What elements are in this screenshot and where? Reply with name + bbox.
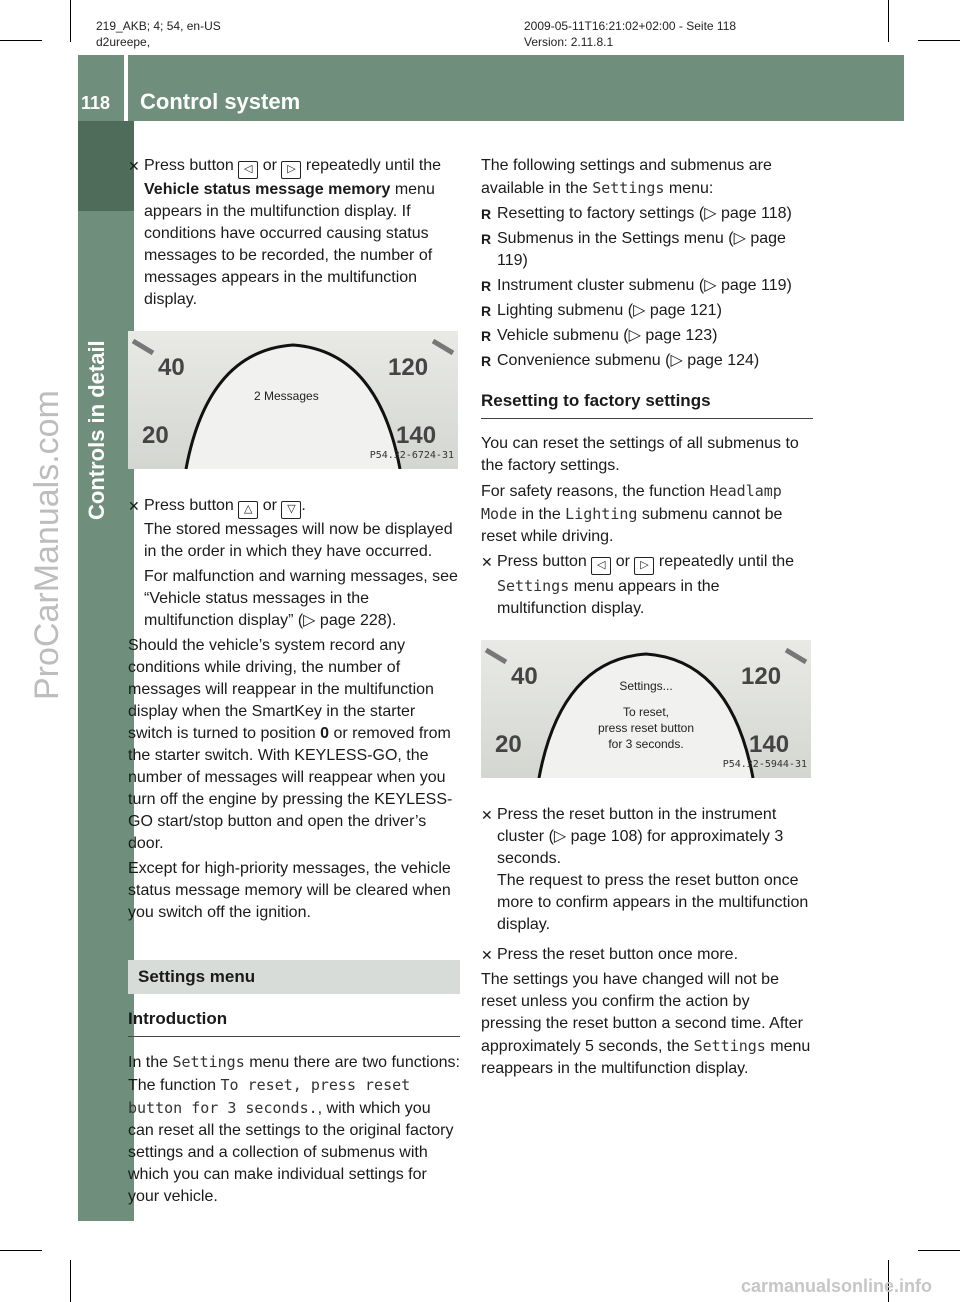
text: menu appears in the multifunction display. If conditions have occurred causing status messages to be recorded, the number of messages appears in the multifunction display. xyxy=(144,181,435,308)
text: Resetting to factory settings (▷ page 118) xyxy=(497,205,792,222)
speed-label: 20 xyxy=(142,422,169,449)
speed-label: 20 xyxy=(495,731,522,758)
watermark-bottom: carmanualsonline.info xyxy=(740,1276,932,1296)
paragraph xyxy=(481,480,813,548)
arrow-right-key-icon: ▷ xyxy=(281,161,301,179)
bullet-icon: R xyxy=(481,206,492,222)
list-item xyxy=(481,300,813,322)
text: The stored messages will now be displayed in the order in which they have occurred. xyxy=(144,521,453,560)
crop-mark xyxy=(918,1250,960,1251)
text: or xyxy=(615,553,630,570)
bullet-icon: R xyxy=(481,303,492,319)
speed-label: 120 xyxy=(388,354,429,381)
paragraph xyxy=(481,969,813,1080)
arrow-right-key-icon: ▷ xyxy=(634,557,654,575)
print-meta-left xyxy=(96,18,221,50)
text: For malfunction and warning messages, see “Vehicle status messages in the multifunction display” (▷ page 228). xyxy=(144,568,458,629)
page-title: Control system xyxy=(140,89,301,114)
left-column xyxy=(128,155,460,1211)
text: submenu cannot be reset while driving. xyxy=(481,506,783,545)
crop-mark xyxy=(918,40,960,41)
instruction-step xyxy=(481,804,813,936)
speed-label: 40 xyxy=(158,354,185,381)
text: In the xyxy=(128,1054,169,1071)
display-text: Settings xyxy=(497,577,570,595)
display-line: To reset, xyxy=(622,705,670,719)
dashboard-display-image xyxy=(481,640,811,778)
page-number: 118 xyxy=(81,93,111,113)
paragraph xyxy=(128,635,460,855)
paragraph: Except for high-priority messages, the vehicle status message memory will be cleared when you switch off the ignition. xyxy=(128,860,451,921)
display-text: Settings xyxy=(693,1037,766,1055)
arrow-left-key-icon: ◁ xyxy=(238,161,258,179)
arrow-down-key-icon: ▽ xyxy=(281,501,301,519)
instruction-step xyxy=(128,495,460,563)
text: The request to press the reset button once more to confirm appears in the multifunction display. xyxy=(497,872,809,933)
display-text: Headlamp Mode xyxy=(481,482,782,523)
display-line: Settings... xyxy=(619,679,673,693)
display-text: Settings xyxy=(172,1053,245,1071)
print-meta-right xyxy=(524,18,736,50)
bullet-icon: R xyxy=(481,231,492,247)
text: Convenience submenu (▷ page 124) xyxy=(497,352,760,369)
meta-line: 2009-05-11T16:21:02+02:00 - Seite 118 xyxy=(524,19,737,33)
text: The following settings and submenus are available in the xyxy=(481,157,772,197)
text: repeatedly until the xyxy=(305,157,442,174)
speed-label: 120 xyxy=(741,663,782,690)
step-arrow-icon: ✕ xyxy=(128,498,140,514)
step-arrow-icon: ✕ xyxy=(128,158,140,174)
subsection-heading: Resetting to factory settings xyxy=(481,390,813,419)
side-tab xyxy=(78,121,134,1221)
text: or xyxy=(262,497,277,514)
display-text: To reset, press reset button for 3 seconds. xyxy=(128,1076,411,1117)
text: Submenus in the Settings menu (▷ page 119) xyxy=(497,230,786,269)
list-item xyxy=(481,275,813,297)
step-arrow-icon: ✕ xyxy=(481,947,493,963)
speed-label: 40 xyxy=(511,663,538,690)
dashboard-display-image xyxy=(128,331,458,469)
text: Press the reset button in the instrument cluster (▷ page 108) for approximately 3 seconds. xyxy=(497,806,784,867)
display-message: 2 Messages xyxy=(254,389,319,403)
right-column xyxy=(481,155,813,1083)
paragraph: You can reset the settings of all submenus to the factory settings. xyxy=(481,435,799,474)
list-item xyxy=(481,203,813,225)
text: or xyxy=(262,157,277,174)
display-text: Settings xyxy=(592,179,665,197)
list-item xyxy=(481,350,813,372)
crop-mark xyxy=(0,1250,42,1251)
text: menu there are two functions: The function xyxy=(128,1054,460,1094)
crop-mark xyxy=(0,40,42,41)
speed-label: 140 xyxy=(396,422,437,449)
text: menu reappears in the multifunction display. xyxy=(481,1038,811,1077)
subsection-heading: Introduction xyxy=(128,1008,460,1037)
paragraph xyxy=(481,155,813,200)
display-line: press reset button xyxy=(597,721,695,735)
text: Press button xyxy=(497,553,587,570)
step-arrow-icon: ✕ xyxy=(481,807,493,823)
instruction-step xyxy=(481,944,813,966)
paragraph xyxy=(128,1051,460,1208)
bullet-icon: R xyxy=(481,278,492,294)
list-item xyxy=(481,325,813,347)
text: in the xyxy=(521,506,561,523)
instruction-step xyxy=(481,551,813,620)
step-arrow-icon: ✕ xyxy=(481,554,493,570)
display-message xyxy=(571,678,721,752)
text: Lighting submenu (▷ page 121) xyxy=(497,302,722,319)
meta-line: 219_AKB; 4; 54, en-US xyxy=(96,19,221,33)
text: Vehicle submenu (▷ page 123) xyxy=(497,327,718,344)
text: Instrument cluster submenu (▷ page 119) xyxy=(497,277,792,294)
list-item xyxy=(481,228,813,272)
image-code: P54.32-5944-31 xyxy=(722,759,807,770)
text: menu appears in the multifunction display. xyxy=(497,578,720,617)
meta-line: d2ureepe, xyxy=(96,35,151,49)
bullet-icon: R xyxy=(481,328,492,344)
text: Should the vehicle’s system record any conditions while driving, the number of messages will reappear in the multifunction display when the SmartKey in the starter switch is turned to position xyxy=(128,637,434,742)
side-tab-marker xyxy=(78,121,134,211)
arrow-left-key-icon: ◁ xyxy=(591,557,611,575)
text: . xyxy=(301,497,306,514)
menu-name: Vehicle status message memory xyxy=(144,181,391,198)
text: or removed from the starter switch. With KEYLESS-GO, the number of messages will reappear when you turn off the engine by pressing the KEYLESS-GO start/stop button and open the driver’s door. xyxy=(128,725,453,852)
display-text: Lighting xyxy=(565,505,638,523)
text: For safety reasons, the function xyxy=(481,483,706,500)
image-code: P54.32-6724-31 xyxy=(369,450,454,461)
key-position: 0 xyxy=(320,725,330,742)
text: Press button xyxy=(144,497,234,514)
watermark-text: ProCarManuals.com xyxy=(28,390,66,700)
text: Press button xyxy=(144,157,234,174)
side-title: Controls in detail xyxy=(84,340,109,520)
text: , with which you can reset all the settings to the original factory settings and a collection of submenus with which you can make individual settings for your vehicle. xyxy=(128,1100,454,1205)
display-line: for 3 seconds. xyxy=(608,737,684,751)
instruction-step xyxy=(128,155,460,311)
crop-mark xyxy=(70,0,71,42)
arrow-up-key-icon: △ xyxy=(238,501,258,519)
crop-mark xyxy=(70,1260,71,1302)
section-heading: Settings menu xyxy=(128,960,460,994)
speed-label: 140 xyxy=(749,731,790,758)
header-separator xyxy=(124,55,128,121)
meta-line: Version: 2.11.8.1 xyxy=(524,35,614,49)
text: menu: xyxy=(668,180,714,197)
text: repeatedly until the xyxy=(658,553,795,570)
crop-mark xyxy=(888,0,889,42)
text: Press the reset button once more. xyxy=(497,946,739,963)
bullet-icon: R xyxy=(481,353,492,369)
text: The settings you have changed will not be reset unless you confirm the action by pressing the reset button a second time. After approximately 5 seconds, the xyxy=(481,971,803,1055)
page-header xyxy=(78,55,904,121)
